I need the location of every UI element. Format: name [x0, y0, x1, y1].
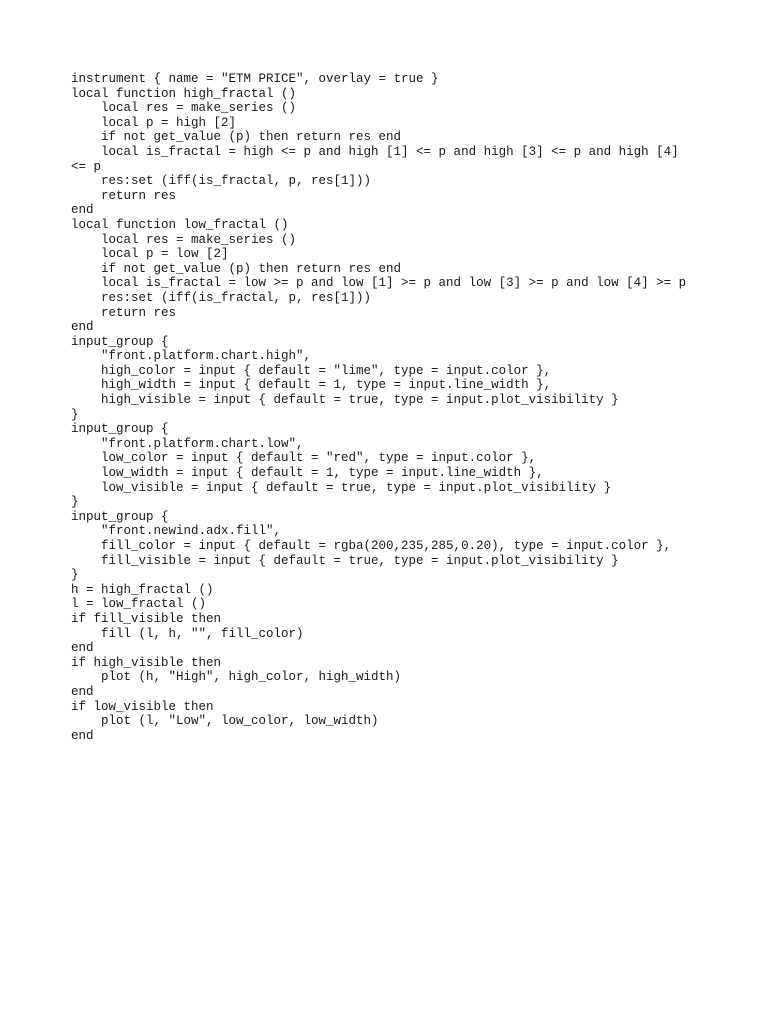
code-line-24: }	[71, 407, 79, 422]
code-line-12: local res = make_series ()	[71, 232, 297, 247]
code-line-31: input_group {	[71, 509, 169, 524]
code-line-4: local p = high [2]	[71, 115, 237, 130]
code-listing	[71, 72, 761, 743]
code-line-42: plot (h, "High", high_color, high_width)	[71, 670, 402, 685]
code-line-9: return res	[71, 188, 177, 203]
code-line-36: h = high_fractal ()	[71, 582, 214, 597]
code-line-27: low_color = input { default = "red", type = input.color },	[71, 451, 537, 466]
code-line-18: end	[71, 320, 94, 335]
code-line-41: if high_visible then	[71, 655, 222, 670]
code-line-2: local function high_fractal ()	[71, 86, 297, 101]
code-line-37: l = low_fractal ()	[71, 597, 207, 612]
code-line-40: end	[71, 641, 94, 656]
code-line-35: }	[71, 568, 79, 583]
code-line-45: plot (l, "Low", low_color, low_width)	[71, 714, 379, 729]
code-line-10: end	[71, 203, 94, 218]
code-line-16: res:set (iff(is_fractal, p, res[1]))	[71, 290, 372, 305]
code-line-22: high_width = input { default = 1, type = input.line_width },	[71, 378, 552, 393]
code-line-30: }	[71, 495, 79, 510]
code-line-7: <= p	[71, 159, 102, 174]
code-line-26: "front.platform.chart.low",	[71, 436, 304, 451]
code-line-32: "front.newind.adx.fill",	[71, 524, 282, 539]
code-line-29: low_visible = input { default = true, type = input.plot_visibility }	[71, 480, 612, 495]
code-line-14: if not get_value (p) then return res end	[71, 261, 402, 276]
code-line-5: if not get_value (p) then return res end	[71, 130, 402, 145]
code-line-13: local p = low [2]	[71, 247, 229, 262]
code-line-19: input_group {	[71, 334, 169, 349]
code-line-33: fill_color = input { default = rgba(200,235,285,0.20), type = input.color },	[71, 539, 672, 553]
code-line-17: return res	[71, 305, 177, 320]
code-line-38: if fill_visible then	[71, 611, 222, 626]
code-line-20: "front.platform.chart.high",	[71, 349, 312, 364]
code-line-6: local is_fractal = high <= p and high [1] <= p and high [3] <= p and high [4]	[71, 144, 679, 159]
code-line-34: fill_visible = input { default = true, type = input.plot_visibility }	[71, 553, 619, 568]
code-line-3: local res = make_series ()	[71, 101, 297, 116]
code-line-1: instrument { name = "ETM PRICE", overlay = true }	[71, 72, 439, 86]
code-line-39: fill (l, h, "", fill_color)	[71, 626, 304, 641]
code-line-44: if low_visible then	[71, 699, 214, 714]
code-line-46: end	[71, 728, 94, 743]
code-line-15: local is_fractal = low >= p and low [1] >= p and low [3] >= p and low [4] >= p	[71, 276, 687, 291]
code-line-23: high_visible = input { default = true, type = input.plot_visibility }	[71, 393, 619, 408]
code-line-8: res:set (iff(is_fractal, p, res[1]))	[71, 174, 372, 189]
code-line-28: low_width = input { default = 1, type = input.line_width },	[71, 466, 544, 481]
code-line-21: high_color = input { default = "lime", type = input.color },	[71, 363, 552, 378]
code-line-11: local function low_fractal ()	[71, 217, 289, 232]
code-line-43: end	[71, 684, 94, 699]
code-line-25: input_group {	[71, 422, 169, 437]
